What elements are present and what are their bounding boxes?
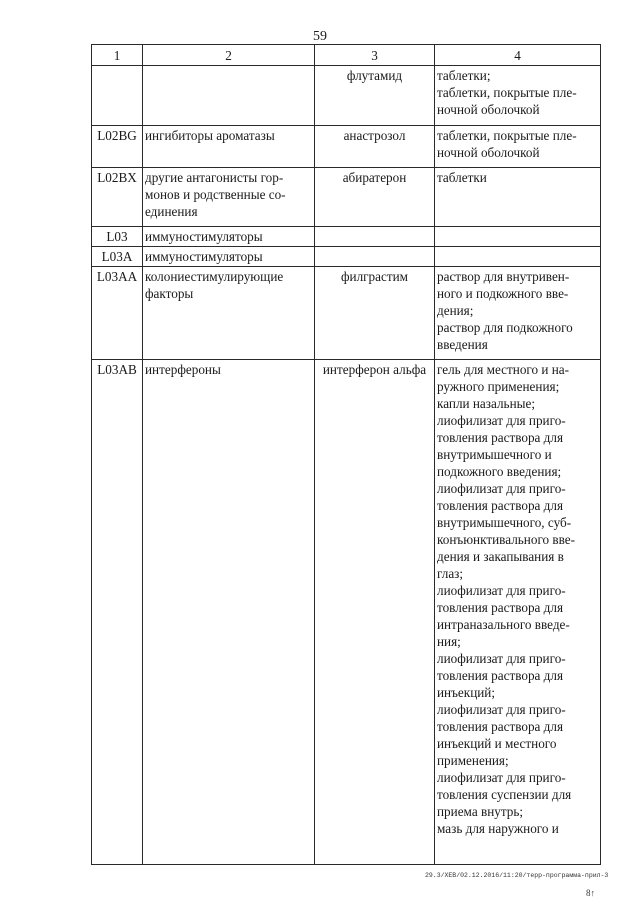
drug-name-cell: интерферон альфа [315,360,435,865]
group-name-cell [143,168,315,227]
dosage-form-line: лиофилизат для приго- [437,702,566,717]
dosage-form-line: ния; [437,634,461,649]
page-number: 59 [313,29,327,44]
table-row [92,267,601,360]
drug-name-cell: абиратерон [315,168,435,227]
dosage-form-line: товления суспензии для [437,787,572,802]
dosage-form-line: инъекций; [437,685,496,700]
atc-code-cell: L03AB [92,360,143,865]
dosage-form-line: интраназального введе- [437,617,570,632]
group-name-line: другие антагонисты гор- [145,170,284,185]
dosage-form-line: раствор для подкожного [437,320,573,335]
dosage-form-cell [435,267,601,360]
dosage-form-line: дения и закапывания в [437,549,564,564]
footer-stamp: 29.3/ХЕВ/02.12.2016/11:20/терр-программа-прил-3 [425,872,609,879]
group-name-line: единения [145,204,198,219]
dosage-form-line: ружного применения; [437,379,560,394]
dosage-form-line: мазь для наружного и [437,821,559,836]
atc-code-cell: L03AA [92,267,143,360]
dosage-form-line: конъюнктивального вве- [437,532,576,547]
dosage-form-cell [435,247,601,267]
dosage-form-line: товления раствора для [437,668,564,683]
column-header-code: 1 [92,45,143,66]
dosage-form-line: инъекций и местного [437,736,557,751]
dosage-form-line: лиофилизат для приго- [437,583,566,598]
dosage-form-line: таблетки, покрытые пле- [437,85,577,100]
column-header-form: 4 [435,45,601,66]
table-body [92,66,601,865]
group-name-cell [143,247,315,267]
dosage-form-cell [435,360,601,865]
table-row [92,66,601,126]
drug-name-cell [315,227,435,247]
atc-code-cell: L03 [92,227,143,247]
group-name-cell [143,227,315,247]
group-name-line: монов и родственные со- [145,187,286,202]
drug-name-cell: анастрозол [315,126,435,168]
dosage-form-line: товления раствора для [437,719,564,734]
dosage-form-line: ночной оболочкой [437,145,540,160]
dosage-form-line: применения; [437,753,509,768]
dosage-form-cell [435,126,601,168]
column-header-drug: 3 [315,45,435,66]
dosage-form-cell [435,227,601,247]
drug-name-cell: флутамид [315,66,435,126]
drug-name-cell [315,247,435,267]
dosage-form-line: дения; [437,303,474,318]
atc-code-cell: L02BG [92,126,143,168]
group-name-cell [143,360,315,865]
dosage-form-line: лиофилизат для приго- [437,651,566,666]
group-name-line: ингибиторы ароматазы [145,128,275,143]
table-row [92,227,601,247]
atc-code-cell: L03A [92,247,143,267]
group-name-line: колониестимулирующие [145,269,284,284]
group-name-cell [143,66,315,126]
dosage-form-line: лиофилизат для приго- [437,770,566,785]
dosage-form-line: таблетки; [437,68,491,83]
dosage-form-line: раствор для внутривен- [437,269,570,284]
group-name-cell [143,267,315,360]
atc-code-cell [92,66,143,126]
group-name-line: факторы [145,286,194,301]
dosage-form-line: капли назальные; [437,396,535,411]
footer-mark: 8↑ [586,888,595,898]
drug-name-cell: филграстим [315,267,435,360]
dosage-form-line: товления раствора для [437,600,564,615]
dosage-form-line: гель для местного и на- [437,362,570,377]
group-name-line: иммуностимуляторы [145,249,263,264]
dosage-form-line: внутримышечного, суб- [437,515,572,530]
group-name-line: интерфероны [145,362,221,377]
dosage-form-line: внутримышечного и [437,447,552,462]
dosage-form-line: ночной оболочкой [437,102,540,117]
table-header-row [92,45,601,66]
column-header-group: 2 [143,45,315,66]
dosage-form-line: товления раствора для [437,430,564,445]
dosage-form-line: ного и подкожного вве- [437,286,569,301]
dosage-form-line: лиофилизат для приго- [437,481,566,496]
table-row [92,360,601,865]
atc-code-cell: L02BX [92,168,143,227]
table-row [92,126,601,168]
dosage-form-line: таблетки, покрытые пле- [437,128,577,143]
dosage-form-line: лиофилизат для приго- [437,413,566,428]
dosage-form-cell [435,66,601,126]
group-name-cell [143,126,315,168]
dosage-form-line: таблетки [437,170,487,185]
table-row [92,168,601,227]
dosage-form-line: введения [437,337,488,352]
dosage-form-line: товления раствора для [437,498,564,513]
drug-table [91,44,601,865]
dosage-form-line: приема внутрь; [437,804,524,819]
group-name-line: иммуностимуляторы [145,229,263,244]
dosage-form-cell [435,168,601,227]
table-row [92,247,601,267]
dosage-form-line: подкожного введения; [437,464,562,479]
dosage-form-line: глаз; [437,566,464,581]
